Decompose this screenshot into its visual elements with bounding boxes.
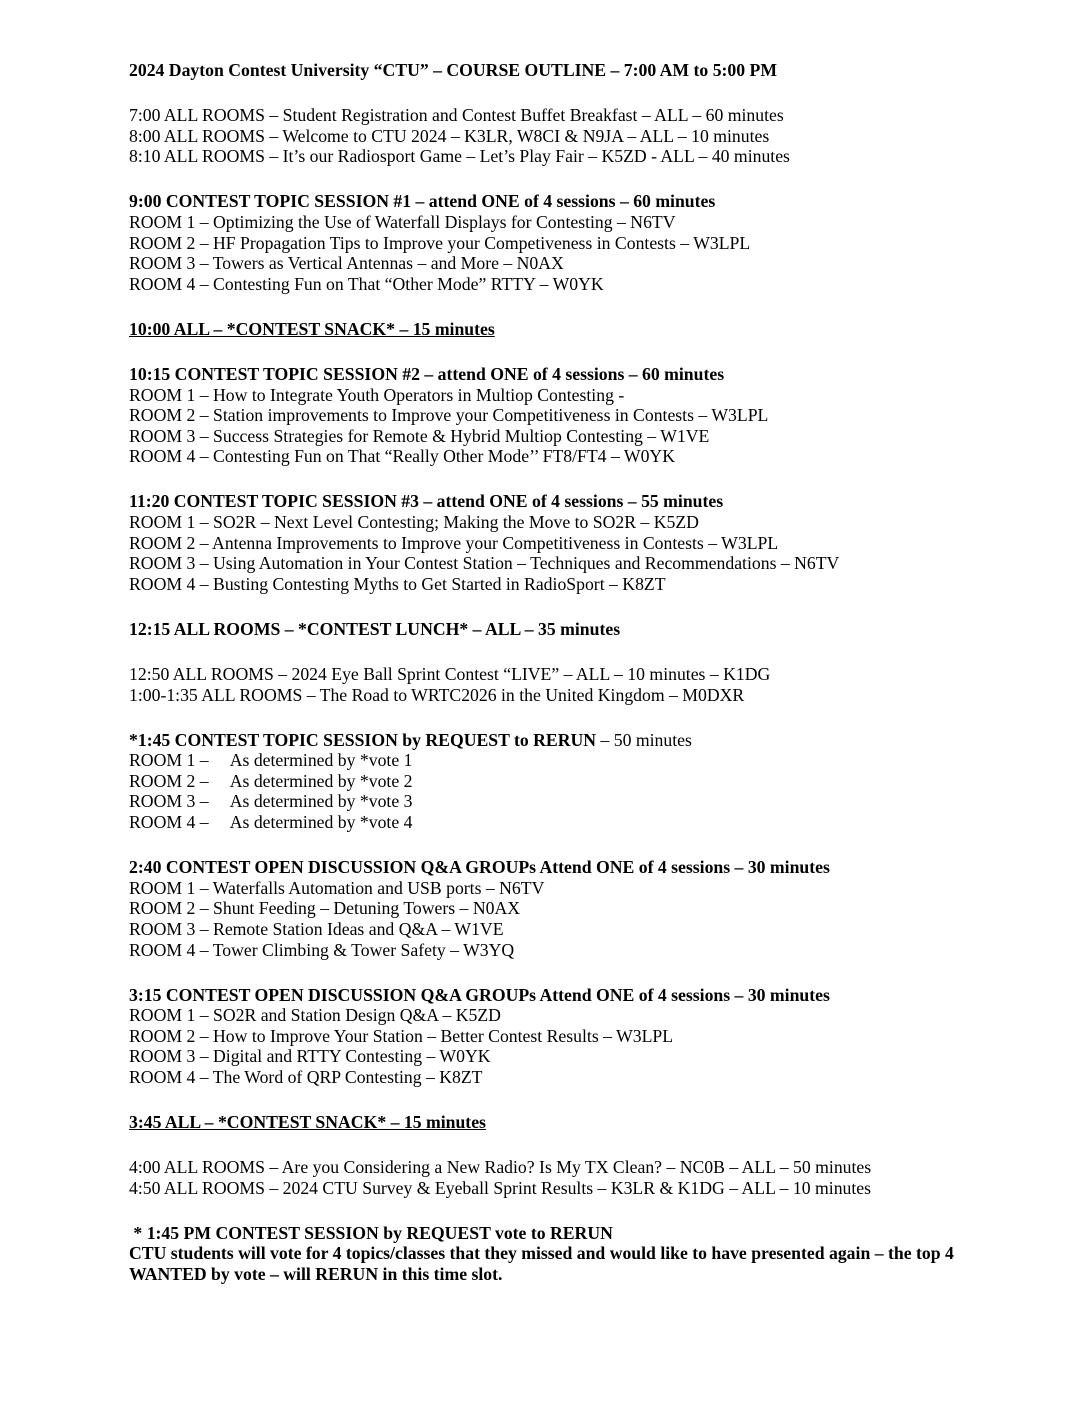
text-run: ROOM 1 – Waterfalls Automation and USB ports – N6TV <box>129 877 545 898</box>
room-line <box>129 512 1002 533</box>
text-run: ROOM 1 – How to Integrate Youth Operators in Multiop Contesting - <box>129 384 625 405</box>
schedule-line <box>129 146 1002 167</box>
text-run: ROOM 3 – Success Strategies for Remote & Hybrid Multiop Contesting – W1VE <box>129 425 710 446</box>
room-line <box>129 533 1002 554</box>
room-line <box>129 919 1002 940</box>
room-line <box>129 940 1002 961</box>
text-run: ROOM 4 – Busting Contesting Myths to Get Started in RadioSport – K8ZT <box>129 573 666 594</box>
morning-schedule <box>129 105 1002 167</box>
session-heading <box>129 191 1002 212</box>
text-run: ROOM 3 – Towers as Vertical Antennas – and More – N0AX <box>129 253 564 274</box>
text-run: *1:45 CONTEST TOPIC SESSION by REQUEST to RERUN <box>129 729 597 750</box>
room-line <box>129 771 1002 792</box>
document-title <box>129 60 1002 81</box>
room-line <box>129 574 1002 595</box>
session-heading <box>129 857 1002 878</box>
session-heading <box>129 364 1002 385</box>
text-run: ROOM 3 – Digital and RTTY Contesting – W0YK <box>129 1046 491 1067</box>
room-line <box>129 1005 1002 1026</box>
text-run: WANTED by vote – will RERUN in this time slot. <box>129 1264 503 1285</box>
text-run: 8:10 ALL ROOMS – It’s our Radiosport Game – Let’s Play Fair – K5ZD - ALL – 40 minutes <box>129 146 790 167</box>
text-run: * 1:45 PM CONTEST SESSION by REQUEST vote to RERUN <box>129 1222 613 1243</box>
text-run: 7:00 ALL ROOMS – Student Registration and Contest Buffet Breakfast – ALL – 60 minutes <box>129 105 784 126</box>
text-run: 1:00-1:35 ALL ROOMS – The Road to WRTC2026 in the United Kingdom – M0DXR <box>129 684 745 705</box>
text-run: ROOM 2 – Station improvements to Improve your Competitiveness in Contests – W3LPL <box>129 405 769 426</box>
open-discussion-1 <box>129 857 1002 960</box>
schedule-line <box>129 685 1002 706</box>
text-run: 3:45 ALL – *CONTEST SNACK* – 15 minutes <box>129 1112 486 1133</box>
footnote-line <box>129 1243 1002 1264</box>
text-run: ROOM 4 – The Word of QRP Contesting – K8ZT <box>129 1066 483 1087</box>
text-run: 2:40 CONTEST OPEN DISCUSSION Q&A GROUPs Attend ONE of 4 sessions – 30 minutes <box>129 857 830 878</box>
text-run: ROOM 1 – SO2R and Station Design Q&A – K5ZD <box>129 1005 501 1026</box>
text-run: ROOM 1 – SO2R – Next Level Contesting; Making the Move to SO2R – K5ZD <box>129 512 699 532</box>
text-run: ROOM 1 – Optimizing the Use of Waterfall Displays for Contesting – N6TV <box>129 211 676 232</box>
text-run: 4:50 ALL ROOMS – 2024 CTU Survey & Eyeball Sprint Results – K3LR & K1DG – ALL – 10 minutes <box>129 1177 872 1198</box>
text-run: ROOM 2 – Antenna Improvements to Improve your Competitiveness in Contests – W3LPL <box>129 532 779 553</box>
room-line <box>129 1046 1002 1067</box>
schedule-line <box>129 1157 1002 1178</box>
room-line <box>129 791 1002 812</box>
text-run: ROOM 4 – Contesting Fun on That “Other Mode” RTTY – W0YK <box>129 273 604 294</box>
room-line <box>129 898 1002 919</box>
session-3 <box>129 491 1002 594</box>
midday-schedule <box>129 664 1002 705</box>
room-line <box>129 446 1002 467</box>
text-run: 8:00 ALL ROOMS – Welcome to CTU 2024 – K3LR, W8CI & N9JA – ALL – 10 minutes <box>129 125 770 146</box>
room-line <box>129 385 1002 406</box>
text-run: 3:15 CONTEST OPEN DISCUSSION Q&A GROUPs Attend ONE of 4 sessions – 30 minutes <box>129 984 830 1005</box>
session-heading <box>129 985 1002 1006</box>
text-run: CTU students will vote for 4 topics/classes that they missed and would like to have presented again – the top 4 <box>129 1243 954 1264</box>
text-run: 9:00 CONTEST TOPIC SESSION #1 – attend ONE of 4 sessions – 60 minutes <box>129 191 716 212</box>
room-line <box>129 405 1002 426</box>
room-line <box>129 553 1002 574</box>
text-run: 11:20 CONTEST TOPIC SESSION #3 – attend ONE of 4 sessions – 55 minutes <box>129 491 724 512</box>
session-heading <box>129 730 1002 751</box>
document-content <box>129 60 1002 1285</box>
session-1 <box>129 191 1002 294</box>
text-run: ROOM 1 – As determined by *vote 1 <box>129 750 413 771</box>
room-line <box>129 426 1002 447</box>
session-heading <box>129 491 1002 512</box>
text-run: ROOM 4 – Contesting Fun on That “Really Other Mode’’ FT8/FT4 – W0YK <box>129 446 675 467</box>
text-run: ROOM 3 – Remote Station Ideas and Q&A – W1VE <box>129 918 504 939</box>
room-line <box>129 1026 1002 1047</box>
text-run: – 50 minutes <box>596 729 692 750</box>
text-run: ROOM 2 – Shunt Feeding – Detuning Towers – N0AX <box>129 898 520 919</box>
open-discussion-2 <box>129 985 1002 1088</box>
text-run: ROOM 3 – Using Automation in Your Contest Station – Techniques and Recommendations – N6TV <box>129 553 840 574</box>
schedule-line <box>129 664 1002 685</box>
closing-schedule <box>129 1157 1002 1198</box>
rerun-session <box>129 730 1002 833</box>
text-run: 12:15 ALL ROOMS – *CONTEST LUNCH* – ALL – 35 minutes <box>129 618 621 639</box>
text-run: 12:50 ALL ROOMS – 2024 Eye Ball Sprint Contest “LIVE” – ALL – 10 minutes – K1DG <box>129 663 771 684</box>
snack-break-2 <box>129 1112 1002 1133</box>
room-line <box>129 212 1002 233</box>
schedule-line <box>129 1178 1002 1199</box>
footnote-line <box>129 1264 1002 1285</box>
lunch-break <box>129 619 1002 640</box>
room-line <box>129 750 1002 771</box>
session-2 <box>129 364 1002 467</box>
text-run: ROOM 2 – HF Propagation Tips to Improve your Competiveness in Contests – W3LPL <box>129 232 751 253</box>
text-run: 10:15 CONTEST TOPIC SESSION #2 – attend ONE of 4 sessions – 60 minutes <box>129 363 725 384</box>
schedule-line <box>129 126 1002 147</box>
room-line <box>129 1067 1002 1088</box>
snack-break-1 <box>129 319 1002 340</box>
text-run: ROOM 2 – How to Improve Your Station – Better Contest Results – W3LPL <box>129 1025 674 1046</box>
footnote-line <box>129 1223 1002 1244</box>
text-run: ROOM 4 – As determined by *vote 4 <box>129 812 413 833</box>
break-heading <box>129 1112 1002 1133</box>
text-run: 4:00 ALL ROOMS – Are you Considering a New Radio? Is My TX Clean? – NC0B – ALL – 50 minutes <box>129 1157 872 1178</box>
text-run: ROOM 3 – As determined by *vote 3 <box>129 791 413 812</box>
rerun-note <box>129 1223 1002 1285</box>
room-line <box>129 253 1002 274</box>
title-block <box>129 60 1002 81</box>
room-line <box>129 812 1002 833</box>
room-line <box>129 878 1002 899</box>
text-run: ROOM 2 – As determined by *vote 2 <box>129 770 413 791</box>
break-heading <box>129 319 1002 340</box>
text-run: ROOM 4 – Tower Climbing & Tower Safety – W3YQ <box>129 939 515 960</box>
text-run: 10:00 ALL – *CONTEST SNACK* – 15 minutes <box>129 318 495 339</box>
room-line <box>129 274 1002 295</box>
break-heading <box>129 619 1002 640</box>
room-line <box>129 233 1002 254</box>
schedule-line <box>129 105 1002 126</box>
text-run: 2024 Dayton Contest University “CTU” – COURSE OUTLINE – 7:00 AM to 5:00 PM <box>129 60 778 80</box>
